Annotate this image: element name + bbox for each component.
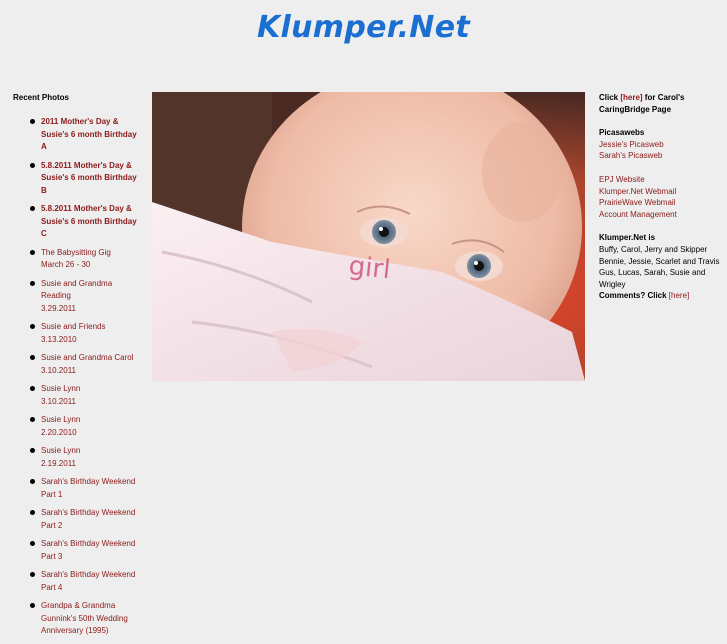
recent-photo-link-line: Susie and Grandma Carol xyxy=(41,353,134,362)
caringbridge-line2: CaringBridge Page xyxy=(599,104,672,114)
recent-photo-item xyxy=(13,278,143,316)
recent-photo-link-line: C xyxy=(41,229,47,238)
recent-photo-item xyxy=(13,569,143,594)
recent-photo-link[interactable] xyxy=(41,445,143,470)
recent-photo-link-line: Part 1 xyxy=(41,489,63,499)
caringbridge-post: for Carol's xyxy=(642,93,685,102)
featured-baby-photo xyxy=(152,92,585,381)
about-heading: Klumper.Net is xyxy=(599,233,656,243)
recent-photo-link[interactable] xyxy=(41,203,143,241)
recent-photo-item xyxy=(13,445,143,470)
recent-photo-link-line: Susie's 6 month Birthday xyxy=(41,216,137,226)
comments-link[interactable]: [here] xyxy=(668,291,690,301)
epj-website-link[interactable]: EPJ Website xyxy=(599,174,645,184)
recent-photo-item xyxy=(13,116,143,154)
caringbridge-pre: Click xyxy=(599,93,621,102)
jessie-picasweb-link[interactable]: Jessie's Picasweb xyxy=(599,139,664,149)
recent-photo-link-line: Sarah's Birthday Weekend xyxy=(41,570,136,579)
recent-photo-link-line: Part 3 xyxy=(41,551,63,561)
recent-photo-link[interactable] xyxy=(41,116,143,154)
recent-photo-link-line: 3.10.2011 xyxy=(41,365,76,375)
about-line: Gus, Lucas, Sarah, Susie and xyxy=(599,268,706,278)
recent-photo-link[interactable] xyxy=(41,352,143,377)
recent-photo-link-line: Susie's 6 month Birthday xyxy=(41,173,137,182)
recent-photo-item xyxy=(13,507,143,532)
recent-photo-link-line: Anniversary (1995) xyxy=(41,626,109,635)
recent-photo-link-line: Reading xyxy=(41,291,71,300)
recent-photo-link[interactable] xyxy=(41,507,143,532)
recent-photo-item xyxy=(13,600,143,638)
recent-photo-item xyxy=(13,414,143,439)
recent-photo-link-line: Susie Lynn xyxy=(41,415,81,424)
comments-pre: Comments? Click xyxy=(599,291,669,301)
recent-photo-link-line: March 26 - 30 xyxy=(41,260,91,269)
recent-photo-link[interactable] xyxy=(41,538,143,563)
recent-photo-item xyxy=(13,383,143,408)
about-line: Bennie, Jessie, Scarlet and Travis xyxy=(599,256,720,266)
recent-photo-link-line: The Babysitting Gig xyxy=(41,247,111,257)
recent-photo-link-line: 5.8.2011 Mother's Day & xyxy=(41,160,132,170)
recent-photos-heading: Recent Photos xyxy=(13,93,70,102)
about-line: Buffy, Carol, Jerry and Skipper xyxy=(599,244,708,254)
about-line: Wrigley xyxy=(599,279,626,289)
recent-photo-link-line: 3.29.2011 xyxy=(41,303,76,313)
recent-photo-item xyxy=(13,538,143,563)
recent-photo-link-line: 2011 Mother's Day & xyxy=(41,117,119,126)
recent-photo-item xyxy=(13,352,143,377)
recent-photo-link-line: 2.20.2010 xyxy=(41,427,77,437)
caringbridge-link[interactable]: [here] xyxy=(620,93,643,102)
recent-photo-link-line: Sarah's Birthday Weekend xyxy=(41,539,136,548)
picasawebs-heading: Picasawebs xyxy=(599,128,645,138)
recent-photo-link[interactable] xyxy=(41,160,143,198)
cloth-text: girl xyxy=(347,251,392,286)
site-links-block xyxy=(599,174,724,220)
recent-photo-link-line: Sarah's Birthday Weekend xyxy=(41,508,136,517)
recent-photo-item xyxy=(13,203,143,241)
recent-photo-link-line: Gunnink's 50th Wedding xyxy=(41,613,128,623)
recent-photo-link[interactable] xyxy=(41,247,143,272)
picasawebs-block xyxy=(599,127,724,162)
prairiewave-webmail-link[interactable]: PrairieWave Webmail xyxy=(599,198,676,208)
recent-photo-link[interactable] xyxy=(41,278,143,316)
recent-photo-link-line: 2.19.2011 xyxy=(41,458,76,468)
recent-photo-link[interactable] xyxy=(41,383,143,408)
baby-photo-image xyxy=(152,92,585,381)
recent-photo-link[interactable] xyxy=(41,569,143,594)
recent-photos-sidebar xyxy=(13,93,143,644)
recent-photo-link-line: Part 2 xyxy=(41,520,63,530)
right-sidebar xyxy=(599,92,724,314)
recent-photo-link-line: Part 4 xyxy=(41,582,63,592)
recent-photo-link-line: Susie Lynn xyxy=(41,446,81,455)
recent-photo-link-line: B xyxy=(41,185,47,195)
recent-photo-link-line: 3.10.2011 xyxy=(41,396,76,406)
recent-photo-link-line: Sarah's Birthday Weekend xyxy=(41,477,136,486)
site-title[interactable]: Klumper.Net xyxy=(257,10,470,45)
recent-photo-item xyxy=(13,160,143,198)
recent-photo-link-line: 3.13.2010 xyxy=(41,334,77,344)
recent-photo-link[interactable] xyxy=(41,476,143,501)
account-management-link[interactable]: Account Management xyxy=(599,209,677,219)
recent-photo-item xyxy=(13,321,143,346)
recent-photo-link-line: Susie's 6 month Birthday xyxy=(41,129,137,139)
recent-photo-link-line: Grandpa & Grandma xyxy=(41,601,116,610)
recent-photo-link-line: Susie and Friends xyxy=(41,322,106,331)
recent-photo-link-line: Susie and Grandma xyxy=(41,278,113,288)
sarah-picasweb-link[interactable]: Sarah's Picasweb xyxy=(599,151,663,161)
klumper-webmail-link[interactable]: Klumper.Net Webmail xyxy=(599,186,677,196)
recent-photo-link[interactable] xyxy=(41,414,143,439)
recent-photo-link[interactable] xyxy=(41,321,143,346)
recent-photo-link-line: A xyxy=(41,142,47,151)
about-block xyxy=(599,232,724,302)
recent-photo-link[interactable] xyxy=(41,600,143,638)
recent-photos-list xyxy=(13,116,143,638)
recent-photo-item xyxy=(13,476,143,501)
caringbridge-block xyxy=(599,92,724,115)
recent-photo-link-line: 5.8.2011 Mother's Day & xyxy=(41,204,132,213)
recent-photo-item xyxy=(13,247,143,272)
recent-photo-link-line: Susie Lynn xyxy=(41,384,81,393)
